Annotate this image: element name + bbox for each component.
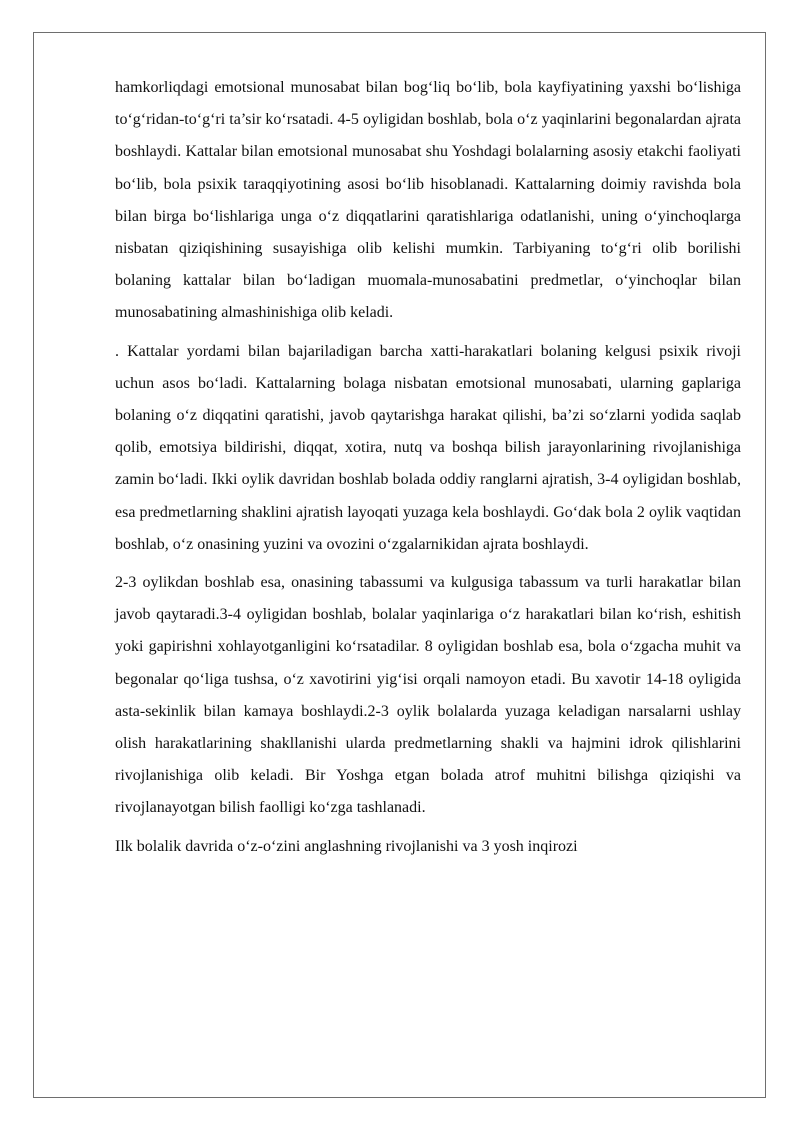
paragraph-3: 2-3 oylikdan boshlab esa, onasining tabassumi va kulgusiga tabassum va turli harakatlar bilan javob qaytaradi.3-4 oyligidan boshlab, bolalar yaqinlariga o‘z harakatlari bilan ko‘rish, eshitish yoki gapirishni xohlayotganligini ko‘rsatadilar. 8 oyligidan boshlab esa, bola o‘zgacha muhit va begonalar qo‘liga tushsa, o‘z xavotirini yig‘isi orqali namoyon etadi. Bu xavotir 14-18 oyligida asta-sekinlik bilan kamaya boshlaydi.2-3 oylik bolalarda yuzaga keladigan narsalarni ushlay olish harakatlarining shakllanishi ularda predmetlarning shakli va hajmini idrok qilishlarini rivojlanishiga olib keladi. Bir Yoshga etgan bolada atrof muhitni bilishga qiziqishi va rivojlanayotgan bilish faolligi ko‘zga tashlanadi. [115, 574, 741, 817]
document-body [115, 72, 741, 869]
section-heading: Ilk bolalik davrida o‘z-o‘zini anglashning rivojlanishi va 3 yosh inqirozi [115, 837, 578, 855]
paragraph-2: . Kattalar yordami bilan bajariladigan barcha xatti-harakatlari bolaning kelgusi psixik rivoji uchun asos bo‘ladi. Kattalarning bolaga nisbatan emotsional munosabati, ularning gaplariga bolaning o‘z diqqatini qaratishi, javob qaytarishga harakat qilishi, ba’zi so‘zlarni yodida saqlab qolib, emotsiya bildirishi, diqqat, xotira, nutq va boshqa bilish jarayonlarining rivojlanishiga zamin bo‘ladi. Ikki oylik davridan boshlab bolada oddiy ranglarni ajratish, 3-4 oyligidan boshlab, esa predmetlarning shaklini ajratish layoqati yuzaga kela boshlaydi. Go‘dak bola 2 oylik vaqtidan boshlab, o‘z onasining yuzini va ovozini o‘zgalarnikidan ajrata boshlaydi. [115, 342, 741, 553]
paragraph-1: hamkorliqdagi emotsional munosabat bilan bog‘liq bo‘lib, bola kayfiyatining yaxshi bo‘lishiga to‘g‘ridan-to‘g‘ri ta’sir ko‘rsatadi. 4-5 oyligidan boshlab, bola o‘z yaqinlarini begonalardan ajrata boshlaydi. Kattalar bilan emotsional munosabat shu Yoshdagi bolalarning asosiy etakchi faoliyati bo‘lib, bola psixik taraqqiyotining asosi bo‘lib hisoblanadi. Kattalarning doimiy ravishda bola bilan birga bo‘lishlariga unga o‘z diqqatlarini qaratishlariga odatlanishi, uning o‘yinchoqlarga nisbatan qiziqishining susayishiga olib kelishi mumkin. Tarbiyaning to‘g‘ri olib borilishi bolaning kattalar bilan bo‘ladigan muomala-munosabatini predmetlar, o‘yinchoqlar bilan munosabatining almashinishiga olib keladi. [115, 79, 741, 322]
